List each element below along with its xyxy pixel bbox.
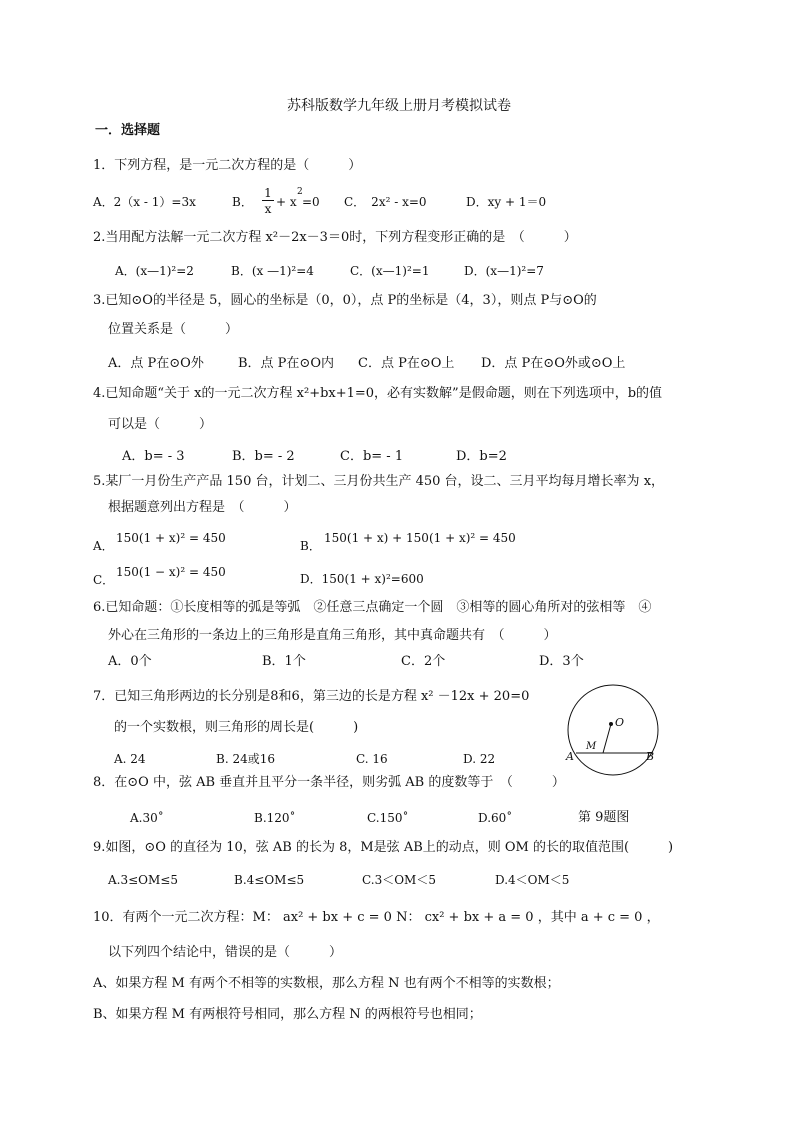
- q8-option-b: B.120˚: [254, 811, 296, 825]
- q1-option-d: D．xy + 1＝0: [466, 195, 547, 209]
- q5-option-c-label: C．: [93, 573, 115, 587]
- label-o: O: [615, 716, 625, 729]
- q1-option-a: A．2（x - 1）=3x: [93, 195, 196, 209]
- q1-option-b-numerator: 1: [262, 186, 274, 201]
- q2-option-b: B．(x —1)²=4: [231, 264, 314, 278]
- q9-option-d: D.4＜OM＜5: [495, 873, 570, 887]
- q1-option-b-rest: + x: [276, 195, 297, 209]
- q5-stem-2: 根据题意列出方程是 （ ）: [108, 500, 297, 515]
- q10-stem-2: 以下列四个结论中，错误的是（ ）: [108, 945, 343, 960]
- q8-option-c: C.150˚: [367, 811, 409, 825]
- center-point: [609, 722, 613, 726]
- section-heading: 一．选择题: [95, 123, 161, 138]
- q8-option-d: D.60˚: [478, 811, 513, 825]
- page-title: 苏科版数学九年级上册月考模拟试卷: [287, 98, 511, 114]
- q10-option-b: B、如果方程 M 有两根符号相同，那么方程 N 的两根符号也相同；: [93, 1007, 482, 1022]
- q7-option-a: A. 24: [114, 752, 146, 766]
- q5-option-b-label: B．: [300, 539, 321, 553]
- q1-option-b-denominator: x: [264, 202, 272, 216]
- q7-option-b: B. 24或16: [216, 752, 275, 766]
- q1-option-b-label: B．: [232, 195, 253, 209]
- q5-option-a-equation: 150(1 + x)² = 450: [116, 531, 226, 545]
- q2-option-a: A．(x—1)²=2: [115, 264, 194, 278]
- q10-option-a: A、如果方程 M 有两个不相等的实数根，那么方程 N 也有两个不相等的实数根；: [93, 976, 560, 991]
- label-a: A: [566, 750, 574, 763]
- q5-option-a-label: A．: [93, 539, 114, 553]
- q8-stem: 8．在⊙O 中，弦 AB 垂直并且平分一条半径，则劣弧 AB 的度数等于 （ ）: [93, 775, 565, 790]
- circle-outline: [568, 685, 658, 775]
- q2-option-c: C．(x—1)²=1: [350, 264, 430, 278]
- circle-figure: [560, 680, 670, 780]
- q3-stem: 3.已知⊙O的半径是 5，圆心的坐标是（0，0），点 P的坐标是（4，3），则点 P与⊙O的: [93, 293, 597, 308]
- q7-stem: 7．已知三角形两边的长分别是8和6，第三边的长是方程 x² －12x + 20=0: [93, 689, 530, 704]
- q7-option-c: C. 16: [356, 752, 388, 766]
- q4-option-a: A．b= - 3: [122, 449, 185, 464]
- label-b: B: [646, 750, 655, 763]
- q3-stem-2: 位置关系是（ ）: [108, 322, 239, 337]
- q4-option-b: B．b= - 2: [232, 449, 295, 464]
- q3-option-b: B．点 P在⊙O内: [238, 356, 334, 371]
- q4-stem-2: 可以是（ ）: [108, 417, 213, 432]
- q9-option-a: A.3≤OM≤5: [108, 873, 178, 887]
- q6-stem: 6.已知命题：①长度相等的弧是等弧 ②任意三点确定一个圆 ③相等的圆心角所对的弦相等 ④: [93, 600, 652, 615]
- q5-option-d: D．150(1 + x)²=600: [300, 572, 424, 586]
- q2-stem: 2.当用配方法解一元二次方程 x²－2x－3＝0时，下列方程变形正确的是 （ ）: [93, 230, 577, 245]
- q5-option-c-equation: 150(1 − x)² = 450: [116, 565, 226, 579]
- q3-option-a: A．点 P在⊙O外: [108, 356, 204, 371]
- q5-stem: 5.某厂一月份生产产品 150 台，计划二、三月份共生产 450 台，设二、三月平均每月增长率为 x，: [93, 474, 665, 489]
- q9-option-b: B.4≤OM≤5: [234, 873, 305, 887]
- q8-option-a: A.30˚: [130, 811, 164, 825]
- q1-option-b-sup: 2: [297, 187, 303, 197]
- label-m: M: [586, 741, 597, 752]
- q2-option-d: D．(x—1)²=7: [464, 264, 544, 278]
- q1-option-b-tail: =0: [302, 195, 320, 209]
- q7-stem-2: 的一个实数根，则三角形的周长是( ): [114, 720, 359, 735]
- q4-option-c: C．b= - 1: [340, 449, 404, 464]
- q4-stem: 4.已知命题“关于 x的一元二次方程 x²+bx+1=0，必有实数解”是假命题，则在下列选项中，b的值: [93, 386, 663, 401]
- q7-option-d: D. 22: [463, 752, 496, 766]
- figure-caption: 第 9题图: [578, 810, 630, 825]
- q6-stem-2: 外心在三角形的一条边上的三角形是直角三角形，其中真命题共有 （ ）: [108, 628, 557, 643]
- q1-option-c: C． 2x² - x=0: [344, 195, 427, 209]
- q5-option-b-equation: 150(1 + x) + 150(1 + x)² = 450: [324, 531, 516, 545]
- q6-option-c: C．2个: [401, 654, 446, 669]
- q9-stem: 9.如图，⊙O 的直径为 10，弦 AB 的长为 8，M是弦 AB上的动点，则 OM 的长的取值范围( ): [93, 840, 674, 855]
- segment-om: [603, 724, 611, 753]
- q4-option-d: D．b=2: [456, 449, 507, 464]
- q3-option-c: C．点 P在⊙O上: [358, 356, 455, 371]
- q6-option-a: A．0个: [108, 654, 152, 669]
- q6-option-b: B．1个: [262, 654, 306, 669]
- q9-option-c: C.3＜OM＜5: [362, 873, 436, 887]
- q1-stem: 1．下列方程，是一元二次方程的是（ ）: [93, 158, 362, 173]
- q6-option-d: D．3个: [539, 654, 584, 669]
- q10-stem: 10．有两个一元二次方程：M： ax² + bx + c = 0 N： cx² + bx + a = 0 ，其中 a + c = 0 ，: [93, 910, 660, 925]
- q3-option-d: D．点 P在⊙O外或⊙O上: [481, 356, 626, 371]
